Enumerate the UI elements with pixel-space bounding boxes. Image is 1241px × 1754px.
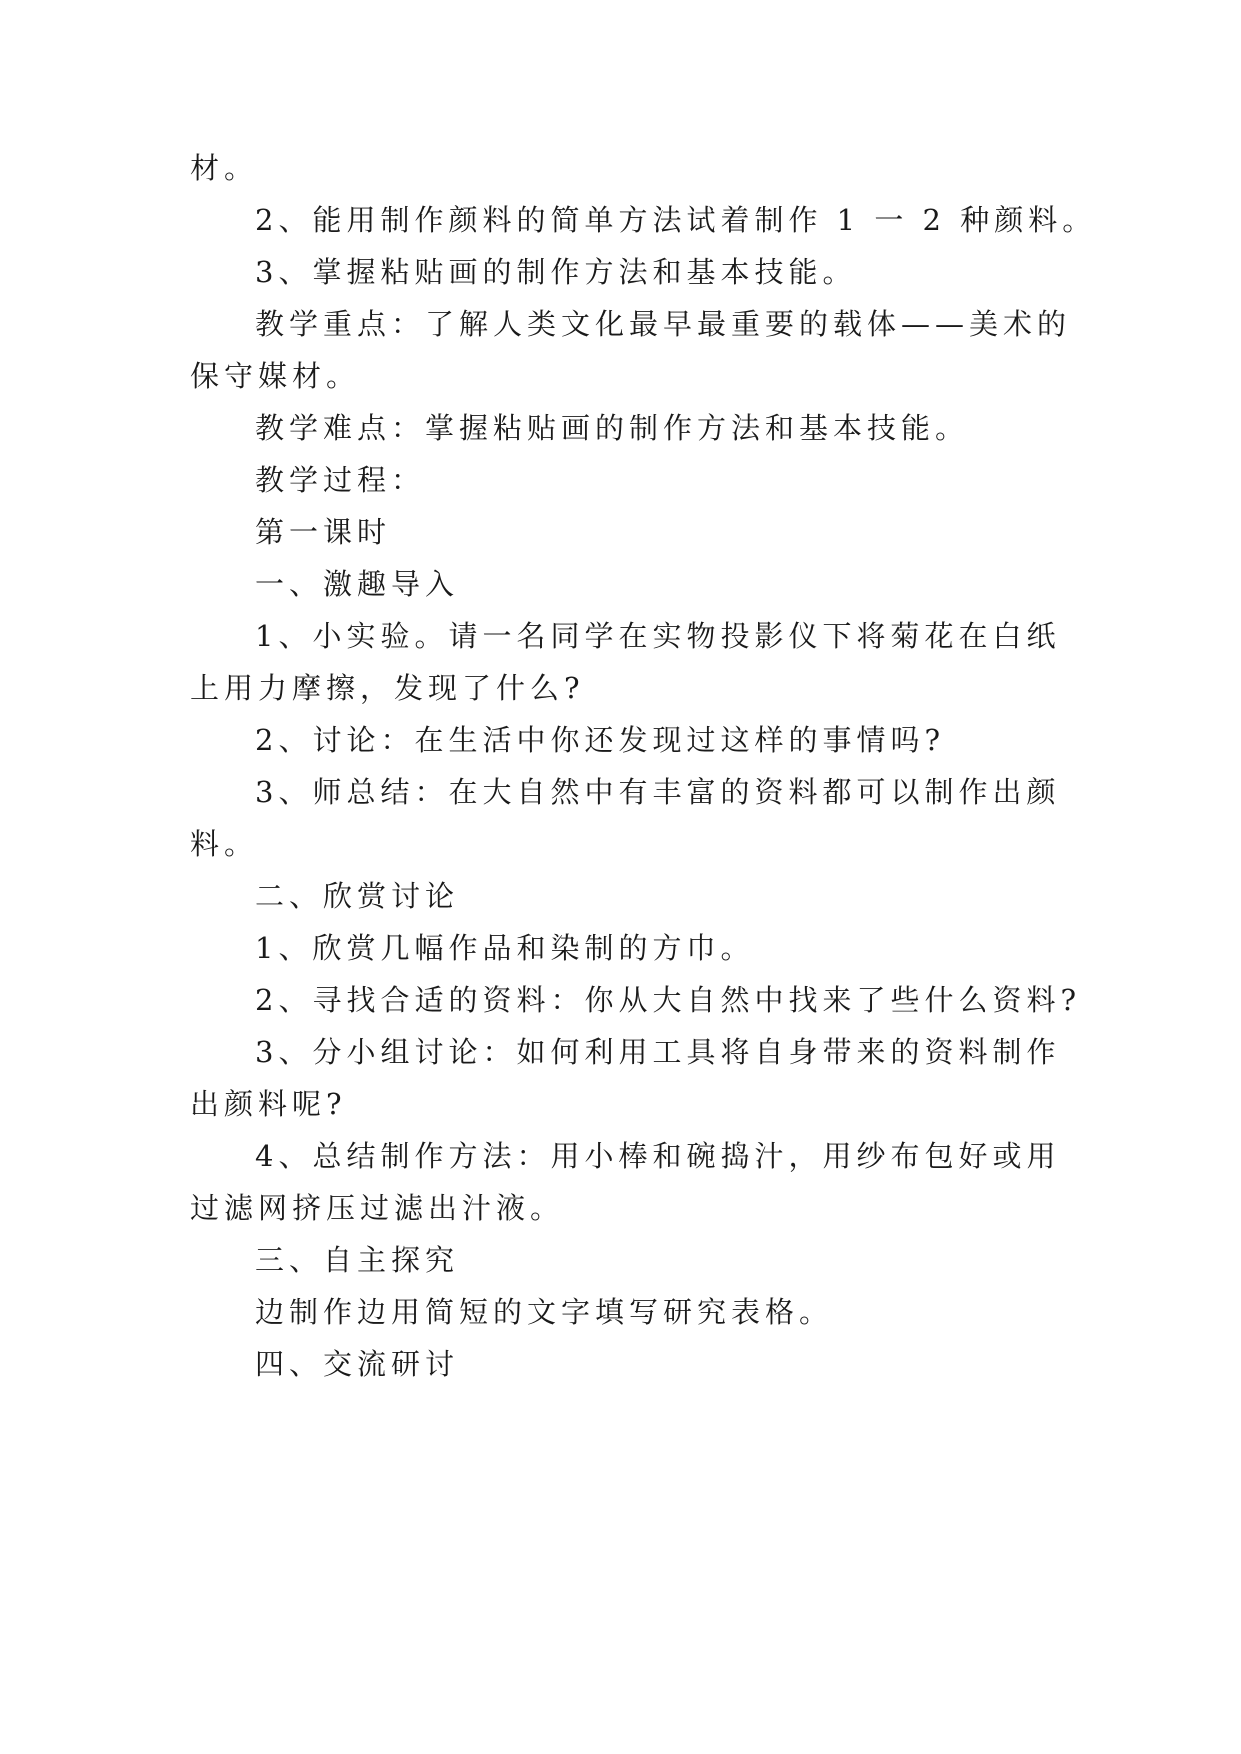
text-line: 教学过程： [255,463,426,497]
text-line: 1、欣赏几幅作品和染制的方巾。 [255,931,755,965]
text-line: 材。 [190,151,259,185]
text-line: 1、小实验。请一名同学在实物投影仪下将菊花在白纸 [255,619,1061,653]
text-line: 教学重点：了解人类文化最早最重要的载体——美术的 [255,307,1072,341]
text-line: 边制作边用简短的文字填写研究表格。 [255,1295,834,1329]
text-line: 四、交流研讨 [255,1347,460,1381]
text-line: 教学难点：掌握粘贴画的制作方法和基本技能。 [255,411,970,445]
text-line: 上用力摩擦，发现了什么? [190,671,585,705]
text-line: 3、师总结：在大自然中有丰富的资料都可以制作出颜 [255,775,1061,809]
text-line: 第一课时 [255,515,392,549]
text-line: 一、激趣导入 [255,567,460,601]
text-line: 二、欣赏讨论 [255,879,460,913]
text-line: 3、分小组讨论：如何利用工具将自身带来的资料制作 [255,1035,1061,1069]
text-line: 料。 [190,827,259,861]
text-line: 过滤网挤压过滤出汁液。 [190,1191,565,1225]
text-line: 出颜料呢? [190,1087,347,1121]
text-line: 三、自主探究 [255,1243,460,1277]
text-line: 2、讨论：在生活中你还发现过这样的事情吗? [255,723,945,757]
text-line: 3、掌握粘贴画的制作方法和基本技能。 [255,255,857,289]
text-line: 保守媒材。 [190,359,361,393]
text-line: 4、总结制作方法：用小棒和碗捣汁，用纱布包好或用 [255,1139,1061,1173]
text-line: 2、寻找合适的资料：你从大自然中找来了些什么资料? [255,983,1081,1017]
text-line: 2、能用制作颜料的简单方法试着制作 1 一 2 种颜料。 [255,203,1097,237]
